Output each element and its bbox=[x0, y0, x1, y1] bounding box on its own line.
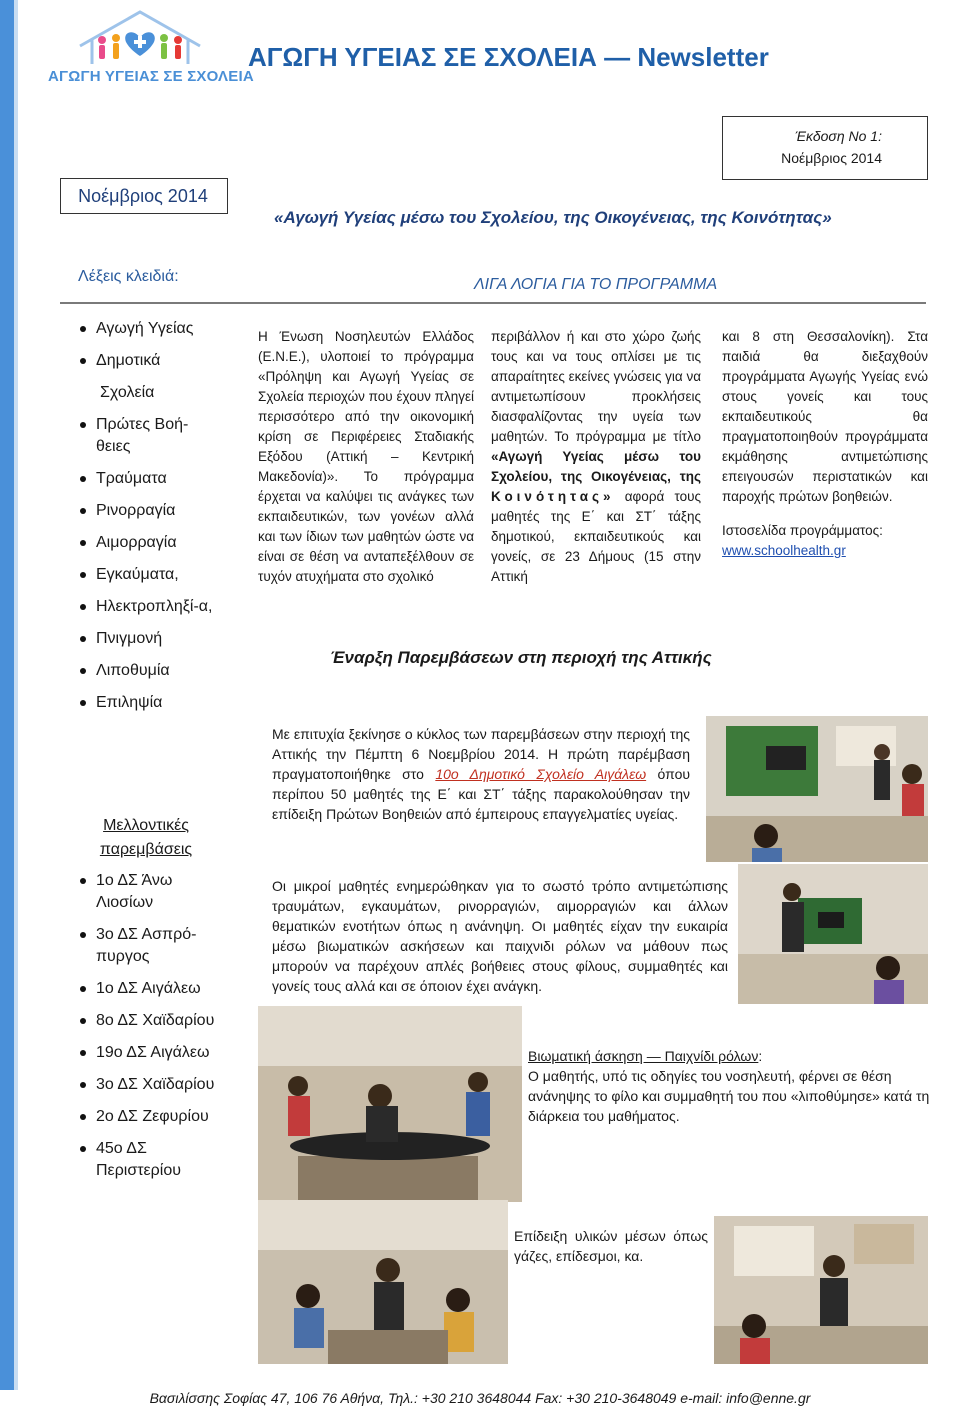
future-item: 3ο ΔΣ Ασπρό-πυργος bbox=[76, 924, 216, 968]
sidebar bbox=[76, 318, 216, 1192]
edition-number: Έκδοση Νο 1: bbox=[794, 128, 882, 144]
left-accent-bar bbox=[0, 0, 14, 1390]
future-interventions-list bbox=[76, 870, 216, 1182]
left-accent-stripe bbox=[14, 0, 18, 1390]
keyword-item: Λιποθυμία bbox=[76, 660, 216, 682]
header-divider bbox=[60, 302, 926, 304]
logo-text: ΑΓΩΓΗ ΥΓΕΙΑΣ ΣΕ ΣΧΟΛΕΙΑ bbox=[48, 68, 254, 85]
keyword-item: Επιληψία bbox=[76, 692, 216, 714]
edition-date: Νοέμβριος 2014 bbox=[781, 150, 882, 166]
keyword-item: Εγκαύματα, bbox=[76, 564, 216, 586]
bullet-icon bbox=[80, 986, 86, 992]
intro-column-1: Η Ένωση Νοσηλευτών Ελλάδος (Ε.Ν.Ε.), υλοποιεί το πρόγραμμα «Πρόληψη και Αγωγή Υγείας σε Σχολεία περιοχών που έχουν πληγεί περισσότερο από την οικονομική κρίση σε Περιφέρειες Σταδιακής Εξόδου (Αττική – Κεντρική Μακεδονία)». Το πρόγραμμα έρχεται να καλύψει τις ανάγκες των εκπαιδευτικών, των γονέων αλλά και των ίδιων των μαθητών ώστε να είναι σε θέση να ανταπεξέλθουν σε τυχόν ατυχήματα στο σχολικό bbox=[258, 329, 474, 584]
newsletter-title: ΑΓΩΓΗ ΥΓΕΙΑΣ ΣΕ ΣΧΟΛΕΙΑ — Newsletter bbox=[248, 42, 769, 72]
future-item: 2ο ΔΣ Ζεφυρίου bbox=[76, 1106, 216, 1128]
bullet-icon bbox=[80, 572, 86, 578]
article-paragraph-1: Με επιτυχία ξεκίνησε ο κύκλος των παρεμβάσεων στην περιοχή της Αττικής την Πέμπτη 6 Νοεμβρίου 2014. Η πρώτη παρέμβαση πραγματοποιήθηκε στο 10ο Δημοτικό Σχολείο Αιγάλεω όπου περίπου 50 μαθητές της Ε΄ και ΣΤ΄ τάξης παρακολούθησαν την επίδειξη Πρώτων Βοηθειών από έμπειρους επαγγελματίες υγείας. bbox=[272, 726, 691, 822]
keyword-item: Αγωγή Υγείας bbox=[76, 318, 216, 340]
bullet-icon bbox=[80, 1114, 86, 1120]
keyword-item: Πρώτες Βοή-θειες bbox=[76, 414, 216, 458]
bullet-icon bbox=[80, 326, 86, 332]
caption-materials: Επίδειξη υλικών μέσων όπως γάζες, επίδεσμοι, κα. bbox=[514, 1228, 708, 1264]
edition-box bbox=[722, 116, 928, 180]
classroom-photo-2 bbox=[738, 864, 928, 1004]
bullet-icon bbox=[80, 508, 86, 514]
keywords-list bbox=[76, 318, 216, 714]
bullet-icon bbox=[80, 878, 86, 884]
future-item: 8ο ΔΣ Χαϊδαρίου bbox=[76, 1010, 216, 1032]
bullet-icon bbox=[80, 1146, 86, 1152]
website-link[interactable]: www.schoolhealth.gr bbox=[722, 543, 846, 558]
keyword-item: Ηλεκτροπληξί-α, bbox=[76, 596, 216, 618]
classroom-photo-1 bbox=[706, 716, 928, 862]
date-box-text: Νοέμβριος 2014 bbox=[78, 186, 208, 206]
bullet-icon bbox=[80, 1050, 86, 1056]
intro-column-3: και 8 στη Θεσσαλονίκη). Στα παιδιά θα διεξαχθούν προγράμματα Αγωγής Υγείας ενώ στους γονείς και τους εκπαιδευτικούς θα πραγματοποιηθούν προγράμματα εκμάθησης αντιμετώπισης επειγουσών περιστατικών και παροχής πρώτων βοηθειών. Ιστοσελίδα προγράμματος: www.schoolhealth.gr bbox=[722, 327, 928, 561]
bullet-icon bbox=[80, 476, 86, 482]
keyword-item: Τραύματα bbox=[76, 468, 216, 490]
bullet-icon bbox=[80, 540, 86, 546]
bullet-icon bbox=[80, 358, 86, 364]
bullet-icon bbox=[80, 1082, 86, 1088]
section-title: ΛΙΓΑ ΛΟΓΙΑ ΓΙΑ ΤΟ ΠΡΟΓΡΑΜΜΑ bbox=[474, 276, 718, 293]
school-name-highlight: 10ο Δημοτικό Σχολείο Αιγάλεω bbox=[435, 766, 647, 782]
footer-contact: Βασιλίσσης Σοφίας 47, 106 76 Αθήνα, Τηλ.: +30 210 3648044 Fax: +30 210-3648049 e-mail: info@enne.gr bbox=[149, 1390, 811, 1406]
keyword-item: Σχολεία bbox=[100, 384, 155, 401]
bullet-icon bbox=[80, 1018, 86, 1024]
bullet-icon bbox=[80, 636, 86, 642]
classroom-photo-3 bbox=[714, 1216, 928, 1364]
materials-demo-photo bbox=[258, 1200, 508, 1364]
role-play-photo bbox=[258, 1006, 522, 1202]
keyword-item: Αιμορραγία bbox=[76, 532, 216, 554]
future-item: 1ο ΔΣ Αιγάλεω bbox=[76, 978, 216, 1000]
keyword-item: Πνιγμονή bbox=[76, 628, 216, 650]
keywords-label: Λέξεις κλειδιά: bbox=[78, 268, 179, 285]
intro-column-2: περιβάλλον ή και στο χώρο ζωής τους και να τους οπλίσει με τις απαραίτητες εκείνες γνώσεις για να αντιμετωπίσουν προκλήσεις διασφαλίζοντας την υγεία των μαθητών. Το πρόγραμμα με τίτλο «Αγωγή Υγείας μέσω του Σχολείου, της Οικογένειας, της Κοινότητας» αφορά τους μαθητές της Ε΄ και ΣΤ΄ τάξης δημοτικού, εκπαιδευτικούς και γονείς, σε 23 Δήμους (15 στην Αττική bbox=[491, 329, 701, 584]
article-paragraph-2: Οι μικροί μαθητές ενημερώθηκαν για το σωστό τρόπο αντιμετώπισης τραυμάτων, εγκαυμάτων, ρινορραγιών, αιμορραγιών και άλλων θεματικών ενοτήτων όπως η ανάνηψη. Οι μαθητές είχαν την ευκαιρία μέσω βιωματικών ασκήσεων και παιχνιδι ρόλων να μάθουν πως μπορούν να παρέχουν απλές βοήθειες στους φίλους, συμμαθητές και γονείς τους αλλά και σε όποιον έχει ανάγκη. bbox=[272, 878, 728, 994]
future-item: 19ο ΔΣ Αιγάλεω bbox=[76, 1042, 216, 1064]
future-item: 3ο ΔΣ Χαϊδαρίου bbox=[76, 1074, 216, 1096]
bullet-icon bbox=[80, 932, 86, 938]
caption-role-play: Βιωματική άσκηση — Παιχνίδι ρόλων: Ο μαθητής, υπό τις οδηγίες του νοσηλευτή, φέρνει σε θέση ανάνηψης το φίλο και συμμαθητή του που «λιποθύμησε» κατά τη διάρκεια του μαθήματος. bbox=[528, 1048, 930, 1124]
bullet-icon bbox=[80, 700, 86, 706]
bullet-icon bbox=[80, 422, 86, 428]
keyword-item: Δημοτικά bbox=[76, 350, 216, 372]
future-item: 45ο ΔΣ Περιστερίου bbox=[76, 1138, 216, 1182]
website-label: Ιστοσελίδα προγράμματος: bbox=[722, 523, 883, 538]
keyword-item: Ρινορραγία bbox=[76, 500, 216, 522]
bullet-icon bbox=[80, 668, 86, 674]
future-item: 1ο ΔΣ Άνω Λιοσίων bbox=[76, 870, 216, 914]
bullet-icon bbox=[80, 604, 86, 610]
future-interventions-title: Μελλοντικές παρεμβάσεις bbox=[99, 817, 193, 858]
program-tagline: «Αγωγή Υγείας μέσω του Σχολείου, της Οικογένειας, της Κοινότητας» bbox=[274, 208, 832, 227]
article-heading: Έναρξη Παρεμβάσεων στη περιοχή της Αττικής bbox=[330, 648, 712, 667]
